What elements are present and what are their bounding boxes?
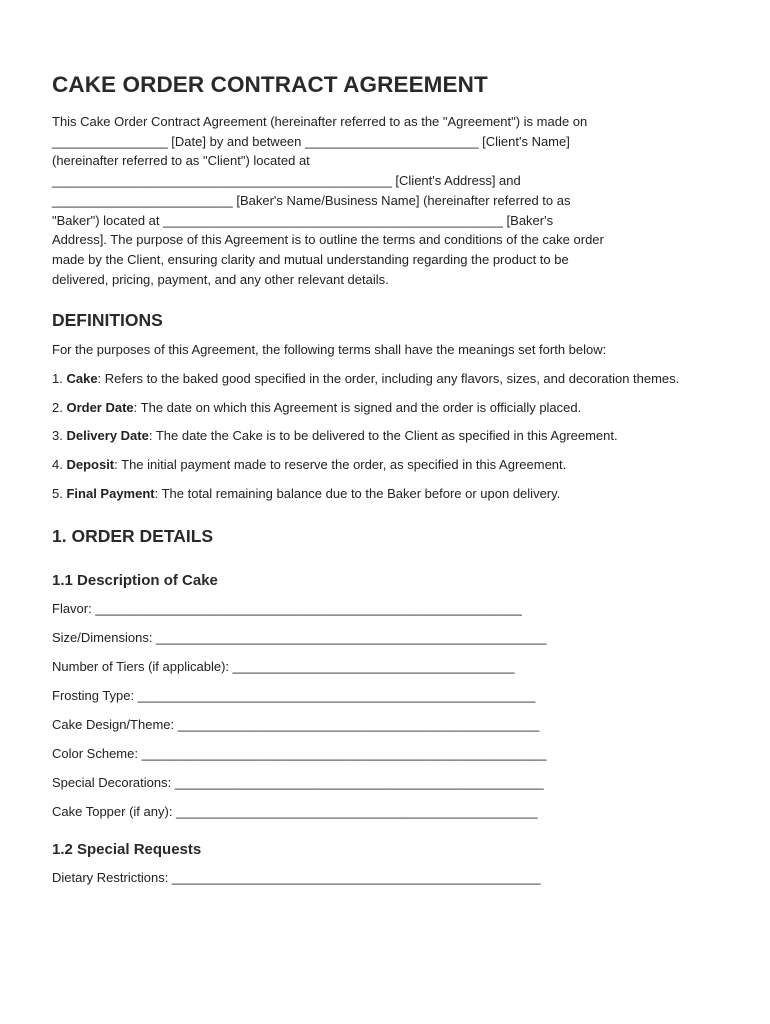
definition-number: 2. [52, 399, 67, 415]
intro-paragraph: This Cake Order Contract Agreement (hereinafter referred to as the "Agreement") is made on ________________ [Date] by and between ________________________ [Client's Name] (hereinafter referred to as "Client") located at _______________________________________________ [Client's Address] and _________________________ [Baker's Name/Business Name] (hereinafter referred to as "Baker") located at _______________________________________________ [Baker's Address]. The purpose of this Agreement is to outline the terms and conditions of the cake order made by the Client, ensuring clarity and mutual understanding regarding the product to be delivered, pricing, payment, and any other relevant details. [52, 114, 604, 287]
definition-text: : The date the Cake is to be delivered to the Client as specified in this Agreement. [148, 428, 618, 444]
frosting-type-field[interactable]: Frosting Type: _______________________________________________________ [52, 687, 536, 703]
definition-number: 5. [52, 485, 67, 501]
cake-topper-field[interactable]: Cake Topper (if any): __________________________________________________ [52, 803, 538, 819]
cake-design-theme-field[interactable]: Cake Design/Theme: __________________________________________________ [52, 716, 540, 732]
size-dimensions-field[interactable]: Size/Dimensions: ______________________________________________________ [52, 629, 547, 645]
definition-term: Final Payment [66, 485, 155, 501]
definition-term: Delivery Date [66, 428, 149, 444]
definitions-intro: For the purposes of this Agreement, the following terms shall have the meanings set forth below: [52, 342, 607, 358]
order-details-heading: 1. ORDER DETAILS [52, 525, 214, 546]
definition-text: : Refers to the baked good specified in the order, including any flavors, sizes, and decoration themes. [97, 371, 680, 387]
document-page [52, 68, 722, 888]
dietary-restrictions-field[interactable]: Dietary Restrictions: ___________________________________________________ [52, 870, 541, 886]
definition-term: Order Date [66, 399, 134, 415]
definitions-heading: DEFINITIONS [52, 310, 163, 331]
definition-text: : The date on which this Agreement is signed and the order is officially placed. [133, 399, 582, 415]
definition-number: 3. [52, 428, 67, 444]
document-title: CAKE ORDER CONTRACT AGREEMENT [52, 72, 488, 97]
definition-item [52, 484, 722, 504]
definition-number: 4. [52, 457, 67, 473]
flavor-field[interactable]: Flavor: ___________________________________________________________ [52, 600, 522, 616]
definition-item [52, 455, 722, 475]
special-decorations-field[interactable]: Special Decorations: ___________________________________________________ [52, 774, 544, 790]
definition-item [52, 398, 722, 418]
special-requests-heading: 1.2 Special Requests [52, 841, 202, 859]
number-of-tiers-field[interactable]: Number of Tiers (if applicable): _______________________________________ [52, 658, 515, 674]
description-of-cake-heading: 1.1 Description of Cake [52, 571, 218, 589]
definition-text: : The initial payment made to reserve the order, as specified in this Agreement. [114, 457, 567, 473]
definition-number: 1. [52, 371, 67, 387]
color-scheme-field[interactable]: Color Scheme: ________________________________________________________ [52, 745, 547, 761]
definition-term: Cake [66, 371, 98, 387]
definition-term: Deposit [66, 457, 115, 473]
definition-item [52, 426, 722, 446]
definition-item [52, 369, 722, 389]
definition-text: : The total remaining balance due to the Baker before or upon delivery. [154, 485, 561, 501]
